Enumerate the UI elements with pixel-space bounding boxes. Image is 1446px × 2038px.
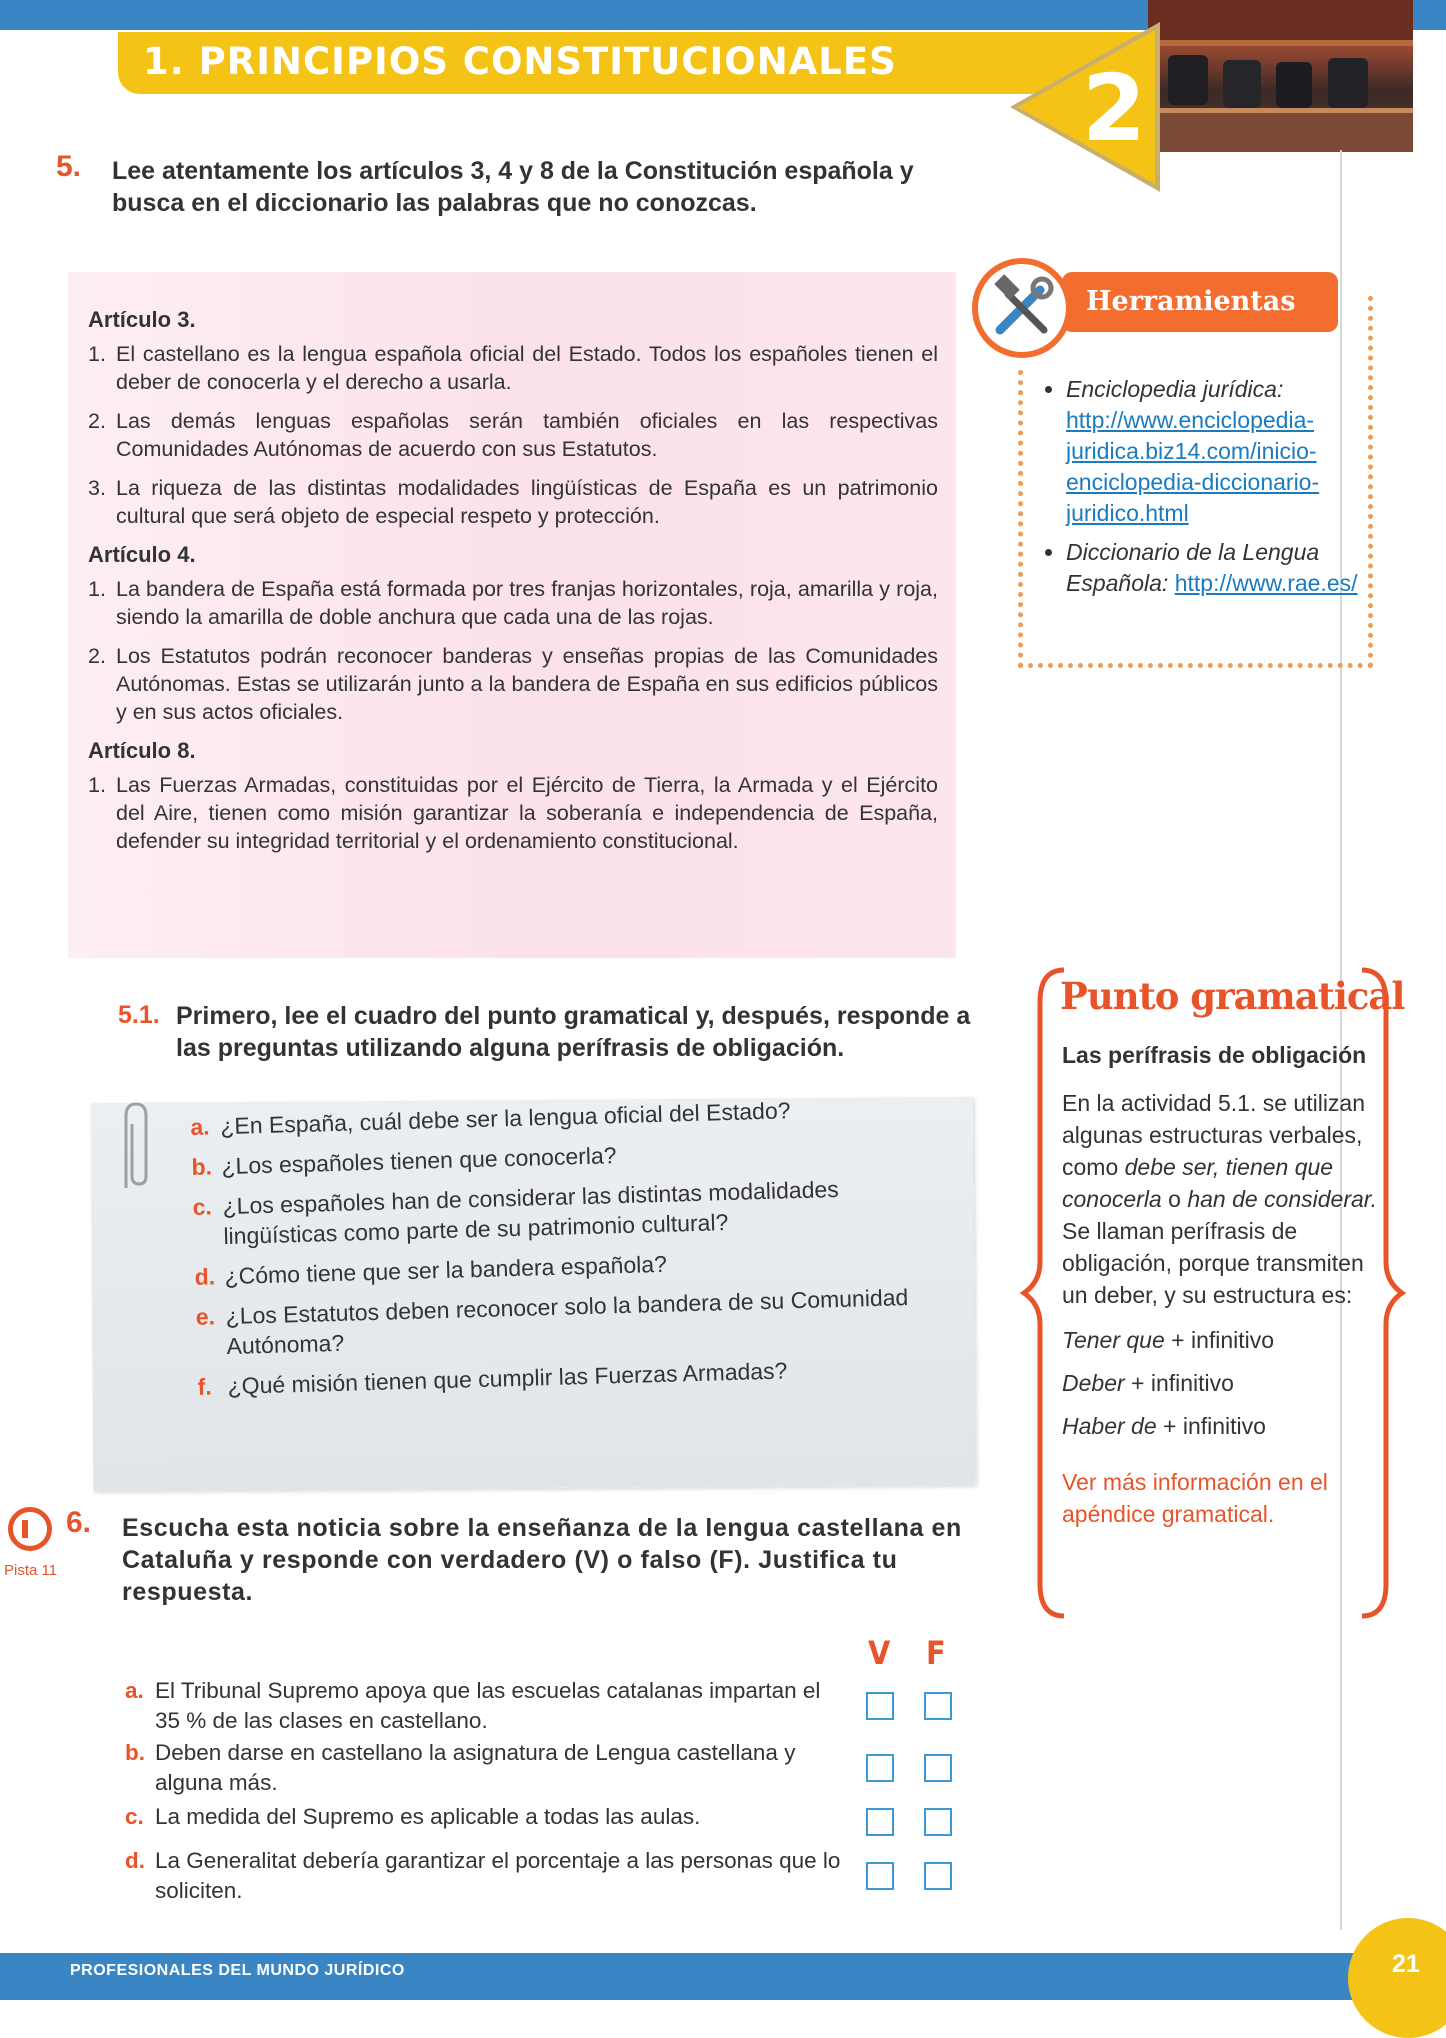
- exercise-5-number: 5.: [56, 150, 82, 183]
- grammar-formula: Haber de + infinitivo: [1062, 1413, 1266, 1439]
- checkbox-b-false[interactable]: [924, 1754, 952, 1782]
- exercise-5-1-instruction: Primero, lee el cuadro del punto gramatical y, después, responde a las preguntas utilizando alguna perífrasis de obligación.: [176, 1002, 971, 1062]
- grammar-subtitle: Las perífrasis de obligación: [1062, 1042, 1367, 1068]
- checkbox-a-true[interactable]: [866, 1692, 894, 1720]
- grammar-body: En la actividad 5.1. se utilizan algunas estructuras verbales, como debe ser, tienen que conocerla o han de considerar. Se llaman perífrasis de obligación, porque transmiten un deber, y su estructura es:: [1062, 1090, 1377, 1308]
- tool-item: • Diccionario de la Lengua Española: http://www.rae.es/: [1066, 537, 1386, 599]
- checkbox-c-true[interactable]: [866, 1808, 894, 1836]
- article-heading: Artículo 3.: [88, 307, 196, 332]
- true-false-item: a. El Tribunal Supremo apoya que las escuelas catalanas impartan el 35 % de las clases en castellano.: [125, 1678, 821, 1733]
- book-title: PROFESIONALES DEL MUNDO JURÍDICO: [70, 1962, 405, 1979]
- question-item: c. ¿Los españoles han de considerar las distintas modalidades lingüísticas como parte de su patrimonio cultural?: [192, 1175, 840, 1250]
- page-number: 21: [1392, 1950, 1420, 1978]
- checkbox-d-true[interactable]: [866, 1862, 894, 1890]
- true-false-item: c. La medida del Supremo es aplicable a todas las aulas.: [125, 1804, 701, 1829]
- tool-link[interactable]: http://www.rae.es/: [1174, 570, 1358, 596]
- grammar-title: Punto gramatical: [1060, 974, 1405, 1018]
- paperclip-icon: [112, 1098, 160, 1198]
- tools-list: [1038, 374, 1386, 607]
- chapter-number: 2: [1082, 55, 1147, 162]
- checkbox-c-false[interactable]: [924, 1808, 952, 1836]
- grammar-formulas: [1062, 1319, 1378, 1448]
- exercise-6-number: 6.: [66, 1506, 92, 1539]
- section-title: 1. PRINCIPIOS CONSTITUCIONALES: [143, 40, 897, 83]
- article-item: 2. Los Estatutos podrán reconocer banderas y enseñas propias de las Comunidades Autónomas. Estas se utilizarán junto a la bandera de España en sus edificios públicos y en sus actos oficiales.: [88, 644, 938, 724]
- article-item: 3. La riqueza de las distintas modalidades lingüísticas de España es un patrimonio cultural que será objeto de especial respeto y protección.: [88, 476, 938, 528]
- checkbox-b-true[interactable]: [866, 1754, 894, 1782]
- tool-link[interactable]: http://www.enciclopedia-juridica.biz14.com/inicio-enciclopedia-diccionario-juridico.html: [1066, 407, 1320, 526]
- article-item: 1. El castellano es la lengua española oficial del Estado. Todos los españoles tienen el deber de conocerla y el derecho a usarla.: [88, 342, 938, 394]
- checkbox-d-false[interactable]: [924, 1862, 952, 1890]
- question-item: a. ¿En España, cuál debe ser la lengua oficial del Estado?: [190, 1097, 791, 1140]
- exercise-5-instruction: Lee atentamente los artículos 3, 4 y 8 de la Constitución española y busca en el diccionario las palabras que no conozcas.: [112, 157, 914, 217]
- headphones-icon[interactable]: [8, 1507, 52, 1551]
- question-item: e. ¿Los Estatutos deben reconocer solo la bandera de su Comunidad Autónoma?: [195, 1284, 909, 1360]
- grammar-content: [1062, 1040, 1378, 1530]
- true-false-item: d. La Generalitat debería garantizar el porcentaje a las personas que lo soliciten.: [125, 1848, 841, 1903]
- tools-box-border-left: [1018, 370, 1023, 668]
- true-false-list: [125, 1676, 850, 1910]
- article-heading: Artículo 8.: [88, 738, 196, 763]
- headphones-icon-detail: [22, 1520, 28, 1538]
- article-item: 2. Las demás lenguas españolas serán también oficiales en las respectivas Comunidades Autónomas de acuerdo con sus Estatutos.: [88, 409, 938, 461]
- article-item: 1. Las Fuerzas Armadas, constituidas por el Ejército de Tierra, la Armada y el Ejército del Aire, tienen como misión garantizar la soberanía e independencia de España, defender su integridad territorial y el ordenamiento constitucional.: [88, 773, 938, 853]
- question-item: d. ¿Cómo tiene que ser la bandera española?: [194, 1250, 668, 1290]
- track-label: Pista 11: [4, 1562, 58, 1579]
- tools-title: Herramientas: [1062, 272, 1338, 332]
- checkbox-a-false[interactable]: [924, 1692, 952, 1720]
- grammar-formula: Tener que + infinitivo: [1062, 1327, 1275, 1353]
- article-heading: Artículo 4.: [88, 542, 196, 567]
- grammar-more-info: Ver más información en el apéndice gramatical.: [1062, 1469, 1328, 1527]
- true-column-header: V: [868, 1634, 891, 1672]
- chapter-arrow-icon: [1010, 22, 1170, 192]
- exercise-6-instruction: Escucha esta noticia sobre la enseñanza de la lengua castellana en Cataluña y responde con verdadero (V) o falso (F). Justifica tu respuesta.: [122, 1514, 962, 1606]
- constitution-articles: [88, 300, 938, 866]
- question-item: f. ¿Qué misión tienen que cumplir las Fuerzas Armadas?: [197, 1357, 788, 1400]
- question-item: b. ¿Los españoles tienen que conocerla?: [191, 1142, 617, 1180]
- tools-icon: [972, 258, 1072, 358]
- exercise-5-1-number: 5.1.: [118, 1001, 160, 1029]
- true-false-item: b. Deben darse en castellano la asignatura de Lengua castellana y alguna más.: [125, 1740, 796, 1795]
- tool-item: • Enciclopedia jurídica: http://www.enciclopedia-juridica.biz14.com/inicio-enciclopedia-diccionario-juridico.html: [1066, 374, 1386, 529]
- grammar-formula: Deber + infinitivo: [1062, 1370, 1234, 1396]
- courtroom-photo: [1148, 0, 1413, 152]
- false-column-header: F: [926, 1634, 946, 1672]
- questions-list: [190, 1091, 958, 1412]
- article-item: 1. La bandera de España está formada por tres franjas horizontales, roja, amarilla y roja, siendo la amarilla de doble anchura que cada una de las rojas.: [88, 577, 938, 629]
